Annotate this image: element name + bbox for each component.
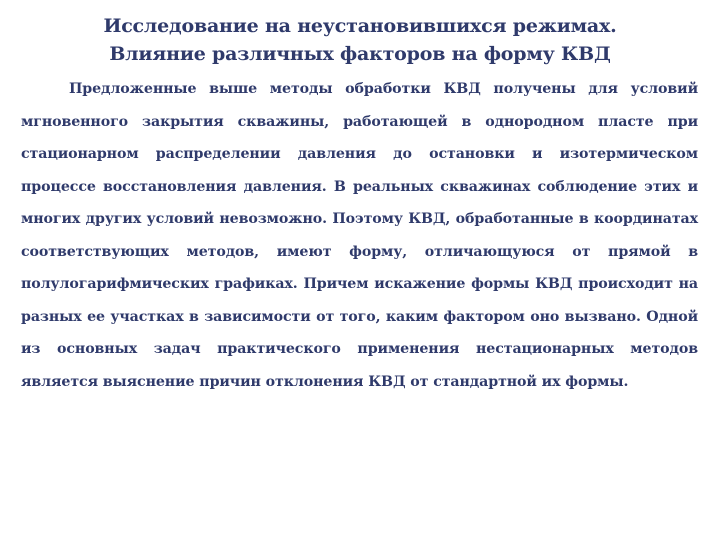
slide-title-line-2: Влияние различных факторов на форму КВД	[109, 43, 611, 65]
body-paragraph: Предложенные выше методы обработки КВД получены для условий мгновенного закрытия скважины, работающей в однородном пласте при стационарном распределении давления до остановки и изотермическом процессе восстановления давления. В реальных скважинах соблюдение этих и многих других условий невозможно. Поэтому КВД, обработанные в координатах соответствующих методов, имеют форму, отличающуюся от прямой в полулогарифмических графиках. Причем искажение формы КВД происходит на разных ее участках в зависимости от того, каким фактором оно вызвано. Одной из основных задач практического применения нестационарных методов является выяснение причин отклонения КВД от стандартной их формы.	[21, 81, 698, 390]
slide-title-line-1: Исследование на неустановившихся режимах.	[103, 15, 617, 37]
slide-title	[0, 12, 720, 68]
